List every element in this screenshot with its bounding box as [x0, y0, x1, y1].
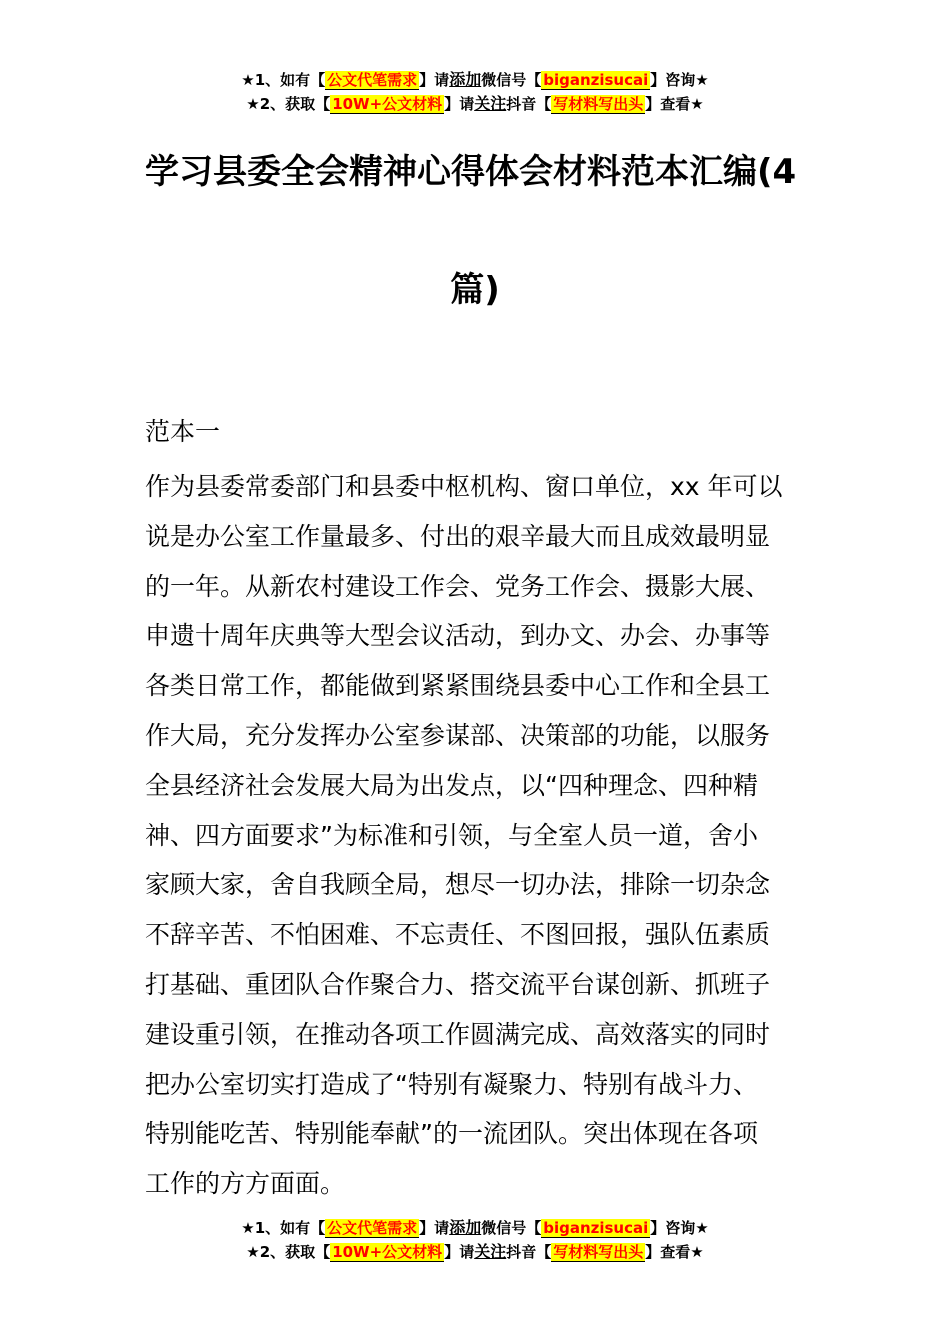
banner-highlight: biganzisucai [543, 1219, 649, 1237]
banner-underline: 关注 [474, 1242, 507, 1261]
banner-line-1 [0, 68, 950, 92]
body-paragraph [145, 462, 810, 1209]
banner-highlight: 写材料写出头 [553, 95, 644, 113]
banner-underline: 添加 [449, 1218, 482, 1237]
banner-text: ★2、获取【 [246, 95, 331, 113]
body-line: 作为县委常委部门和县委中枢机构、窗口单位，xx 年可以 [145, 472, 783, 501]
body-line: 神、四方面要求”为标准和引领，与全室人员一道，舍小 [145, 820, 758, 850]
banner-text: 】查看★ [645, 1243, 704, 1261]
banner-highlight: 公文代笔需求 [327, 1219, 418, 1237]
banner-underline: 关注 [474, 94, 507, 113]
banner-highlight: 公文代笔需求 [327, 71, 418, 89]
banner-text: 抖音【 [506, 1243, 552, 1261]
banner-line-1 [0, 1216, 950, 1240]
body-line: 家顾大家，舍自我顾全局，想尽一切办法，排除一切杂念 [145, 870, 771, 900]
banner-text: 抖音【 [506, 95, 552, 113]
body-line: 建设重引领，在推动各项工作圆满完成、高效落实的同时 [145, 1019, 771, 1049]
banner-underline: 添加 [449, 70, 482, 89]
banner-text: 】请 [419, 71, 450, 89]
banner-line-2 [0, 92, 950, 116]
body-line: 的一年。从新农村建设工作会、党务工作会、摄影大展、 [145, 571, 771, 601]
body-line: 打基础、重团队合作聚合力、搭交流平台谋创新、抓班子 [145, 969, 771, 999]
banner-text: ★2、获取【 [246, 1243, 331, 1261]
banner-text: 】请 [444, 95, 475, 113]
body-line: 说是办公室工作量最多、付出的艰辛最大而且成效最明显 [145, 521, 771, 551]
banner-text: 微信号【 [481, 1219, 542, 1237]
banner-text: 】请 [419, 1219, 450, 1237]
banner-text: ★1、如有【 [241, 71, 326, 89]
section-heading: 范本一 [145, 417, 221, 446]
banner-text: 】请 [444, 1243, 475, 1261]
banner-text: 】咨询★ [650, 71, 709, 89]
body-line: 各类日常工作，都能做到紧紧围绕县委中心工作和全县工 [145, 671, 771, 701]
body-line: 不辞辛苦、不怕困难、不忘责任、不图回报，强队伍素质 [145, 920, 771, 950]
banner-highlight: 10W+公文材料 [332, 1243, 443, 1261]
footer-banner [0, 1216, 950, 1264]
banner-text: ★1、如有【 [241, 1219, 326, 1237]
banner-text: 】咨询★ [650, 1219, 709, 1237]
body-line: 特别能吃苦、特别能奉献”的一流团队。突出体现在各项 [145, 1119, 758, 1149]
header-banner [0, 68, 950, 116]
banner-text: 微信号【 [481, 71, 542, 89]
body-line: 全县经济社会发展大局为出发点，以“四种理念、四种精 [145, 770, 758, 800]
body-line: 工作的方方面面。 [145, 1169, 346, 1199]
document-title-line-2: 篇) [450, 270, 500, 310]
body-line: 把办公室切实打造成了“特别有凝聚力、特别有战斗力、 [145, 1069, 758, 1099]
banner-text: 】查看★ [645, 95, 704, 113]
banner-highlight: biganzisucai [543, 71, 649, 89]
body-line: 作大局，充分发挥办公室参谋部、决策部的功能，以服务 [145, 720, 771, 750]
banner-highlight: 写材料写出头 [553, 1243, 644, 1261]
banner-highlight: 10W+公文材料 [332, 95, 443, 113]
document-title-line-1: 学习县委全会精神心得体会材料范本汇编(4 [145, 152, 797, 192]
body-line: 申遗十周年庆典等大型会议活动，到办文、办会、办事等 [145, 621, 771, 651]
banner-line-2 [0, 1240, 950, 1264]
